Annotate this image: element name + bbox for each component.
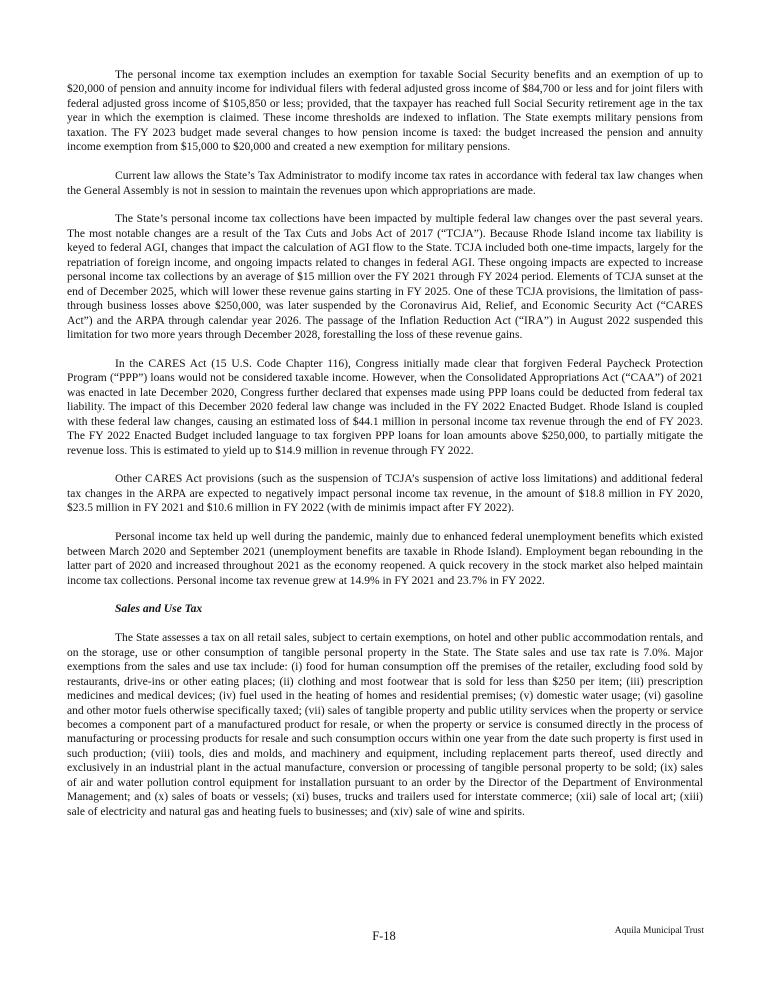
paragraph-cares-act-ppp: In the CARES Act (15 U.S. Code Chapter 116), Congress initially made clear that forgiven Federal Paycheck Protection Program (“PPP”) loans would not be considered taxable income. However, when the Consolidated Appropriations Act (“CAA”) of 2021 was enacted in late December 2020, Congress further declared that expenses made using PPP loans could be deducted from federal tax liability. The impact of this December 2020 federal law change was included in the FY 2022 Enacted Budget. Rhode Island is coupled with these federal law changes, causing an estimated loss of $44.1 million in personal income tax revenue through the end of FY 2023. The FY 2022 Enacted Budget included language to tax forgiven PPP loans for loan amounts above $250,000, to partially mitigate the revenue loss. This is estimated to yield up to $14.9 million in revenue through FY 2022. bbox=[67, 357, 703, 457]
publisher-name: Aquila Municipal Trust bbox=[614, 926, 704, 936]
paragraph-pension-exemption: The personal income tax exemption includes an exemption for taxable Social Security benefits and an exemption of up to $20,000 of pension and annuity income for individual filers with federal adjusted gross income of $84,700 or less and for joint filers with federal adjusted gross income of $105,850 or less; provided, that the taxpayer has reached full Social Security retirement age in the tax year in which the exemption is claimed. These income thresholds are indexed to inflation. The State exempts military pensions from taxation. The FY 2023 budget made several changes to how pension income is taxed: the budget increased the pension and annuity income exemption from $15,000 to $20,000 and created a new exemption for military pensions. bbox=[67, 69, 703, 154]
paragraph-sales-use-tax: The State assesses a tax on all retail sales, subject to certain exemptions, on hotel and other public accommodation rentals, and on the storage, use or other consumption of tangible personal property in the State. The State sales and use tax rate is 7.0%. Major exemptions from the sales and use tax include: (i) food for human consumption off the premises of the retailer, excluding food sold by restaurants, drive-ins or other eating places; (ii) clothing and most footwear that is sold for less than $250 per item; (iii) prescription medicines and medical devices; (iv) fuel used in the heating of homes and residential premises; (v) domestic water usage; (vi) gasoline and other motor fuels otherwise specifically taxed; (vii) sales of tangible property and public utility services when the property or service becomes a component part of a manufactured product for resale, or when the property or service is consumed directly in the process of manufacturing or processing products for resale and such consumption occurs within one year from the date such property is first used in such production; (viii) tools, dies and molds, and machinery and equipment, including replacement parts thereof, used directly and exclusively in an industrial plant in the actual manufacture, conversion or processing of tangible personal property to be sold; (ix) sales of air and water pollution control equipment for installation pursuant to an order by the Director of the Department of Environmental Management; and (x) sales of boats or vessels; (xi) buses, trucks and trailers used for interstate commerce; (xii) sale of local art; (xiii) sale of electricity and natural gas and heating fuels to businesses; and (xiv) sale of wine and spirits. bbox=[67, 632, 703, 818]
document-body bbox=[67, 68, 703, 834]
paragraph-pandemic-income-tax: Personal income tax held up well during the pandemic, mainly due to enhanced federal unemployment benefits which existed between March 2020 and September 2021 (unemployment benefits are taxable in Rhode Island). Employment began rebounding in the latter part of 2020 and increased throughout 2021 as the economy reopened. A quick recovery in the stock market also helped maintain income tax collections. Personal income tax revenue grew at 14.9% in FY 2021 and 23.7% in FY 2022. bbox=[67, 531, 703, 587]
paragraph-tax-administrator: Current law allows the State’s Tax Administrator to modify income tax rates in accordance with federal tax law changes when the General Assembly is not in session to maintain the revenues upon which appropriations are made. bbox=[67, 170, 703, 197]
paragraph-other-cares-provisions: Other CARES Act provisions (such as the suspension of TCJA’s suspension of active loss limitations) and additional federal tax changes in the ARPA are expected to negatively impact personal income tax revenue, in the amount of $18.8 million in FY 2020, $23.5 million in FY 2021 and $10.6 million in FY 2022 (with de minimis impact after FY 2022). bbox=[67, 473, 703, 515]
paragraph-federal-law-changes: The State’s personal income tax collections have been impacted by multiple federal law changes over the past several years. The most notable changes are a result of the Tax Cuts and Jobs Act of 2017 (“TCJA”). Because Rhode Island income tax liability is keyed to federal AGI, changes that impact the calculation of AGI flow to the State. TCJA included both one-time impacts, largely for the repatriation of foreign income, and ongoing impacts related to changes in federal AGI. These ongoing impacts are expected to increase personal income tax collections by an average of $15 million over the FY 2021 through FY 2024 period. Elements of TCJA sunset at the end of December 2025, which will lower these revenue gains starting in FY 2025. One of these TCJA provisions, the limitation of pass-through business losses above $250,000, was later suspended by the Coronavirus Aid, Relief, and Economic Security Act (“CARES Act”) and the ARPA through calendar year 2026. The passage of the Inflation Reduction Act (“IRA”) in August 2022 suspended this limitation for two more years through December 2028, forestalling the loss of these revenue gains. bbox=[67, 213, 703, 342]
page-number: F-18 bbox=[372, 929, 396, 943]
section-heading-sales-use-tax: Sales and Use Tax bbox=[115, 603, 203, 616]
